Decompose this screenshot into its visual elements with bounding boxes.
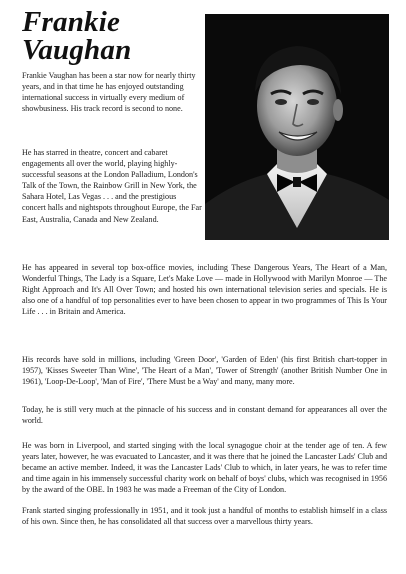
paragraph-today: Today, he is still very much at the pinnacle of his success and in constant demand for appearances all over the world. bbox=[22, 405, 387, 426]
page-title bbox=[22, 8, 131, 64]
paragraph-movies: He has appeared in several top box-office movies, including These Dangerous Years, The Heart of a Man, Wonderful Things, The Lady is a Square, Let's Make Love — made in Hollywood with Marilyn Monroe — The Right Approach and It's All Over Town; and hosted his own international television series and specials. He is also one of a handful of top personalities ever to have been chosen to appear in two programmes of This Is Your Life . . . in Britain and America. bbox=[22, 263, 387, 317]
paragraph-records: His records have sold in millions, including 'Green Door', 'Garden of Eden' (his first British chart-topper in 1957), 'Kisses Sweeter Than Wine', 'The Heart of a Man', 'Tower of Strength' (another British Number One in 1961), 'Loop-De-Loop', 'Man of Fire', 'There Must be a Way' and many, many more. bbox=[22, 355, 387, 387]
portrait-illustration bbox=[205, 14, 389, 240]
portrait-photo bbox=[205, 14, 389, 240]
title-last-name: Vaughan bbox=[22, 34, 132, 66]
paragraph-theatre: He has starred in theatre, concert and cabaret engagements all over the world, playing highly-successful seasons at the London Palladium, London's Talk of the Town, the Rainbow Grill in New York, the Sahara Hotel, Las Vegas . . . and the prestigious concert halls and nightspots throughout Europe, the Far East, Australia, Canada and New Zealand. bbox=[22, 148, 202, 224]
paragraph-career-start: Frank started singing professionally in 1951, and it took just a handful of months to establish himself in a class of his own. Since then, he has consolidated all that success over a marvellous thirty years. bbox=[22, 506, 387, 527]
paragraph-intro: Frankie Vaughan has been a star now for nearly thirty years, and in that time he has enjoyed outstanding international success in virtually every medium of showbusiness. His track record is second to none. bbox=[22, 71, 196, 114]
paragraph-early-life: He was born in Liverpool, and started singing with the local synagogue choir at the tender age of ten. A few years later, however, he was evacuated to Lancaster, and it was there that he joined the Lancaster Lads' Club and became an active member. Indeed, it was the Lancaster Lads' Club to which, in later years, he was to refer time and time again in his immensely successful charity work on behalf of boys' clubs, which was recognised in 1956 by the award of the OBE. In 1983 he was made a Freeman of the City of London. bbox=[22, 441, 387, 495]
title-first-name: Frankie bbox=[22, 6, 121, 38]
